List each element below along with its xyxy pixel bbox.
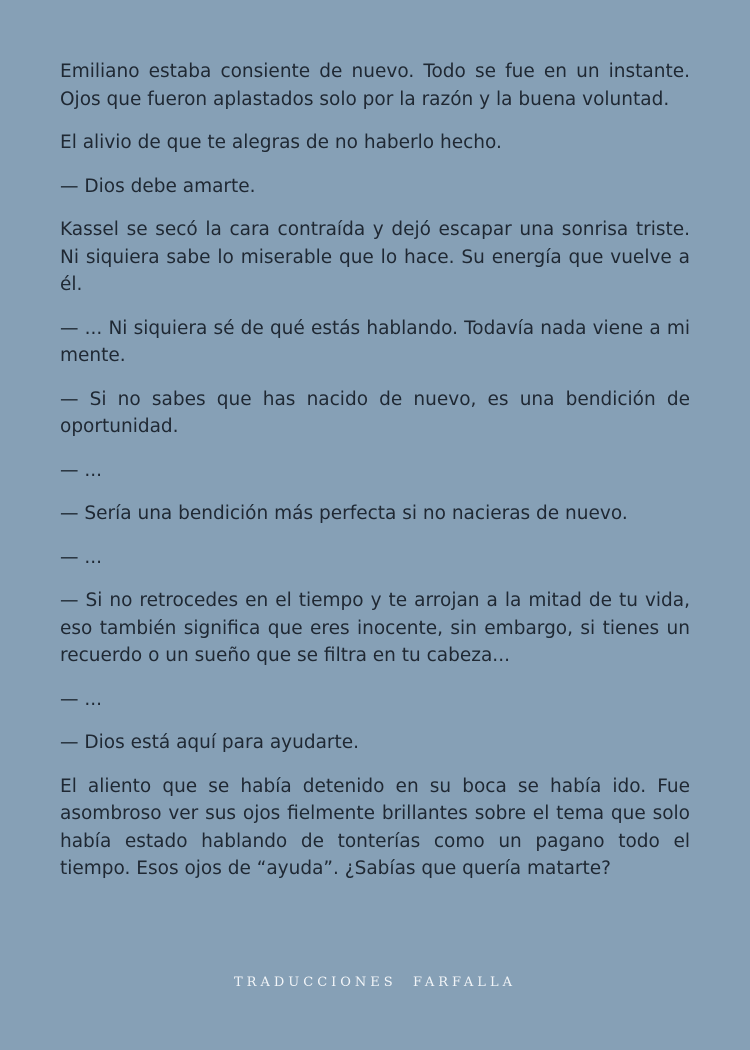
paragraph: El aliento que se había detenido en su boca se había ido. Fue asombroso ver sus ojos fielmente brillantes sobre el tema que solo había estado hablando de tonterías como un pagano todo el tiempo. Esos ojos de “ayuda”. ¿Sabías que quería matarte?: [60, 775, 690, 879]
paragraph: Emiliano estaba consiente de nuevo. Todo se fue en un instante. Ojos que fueron aplastados solo por la razón y la buena voluntad.: [60, 61, 690, 110]
footer-credit: TRADUCCIONES FARFALLA: [234, 975, 516, 990]
dialogue-line: — Sería una bendición más perfecta si no nacieras de nuevo.: [60, 503, 628, 524]
dialogue-line: — ...: [60, 688, 103, 710]
dialogue-line: — Dios debe amarte.: [60, 175, 256, 197]
dialogue-line: — ...: [60, 459, 103, 481]
paragraph: Kassel se secó la cara contraída y dejó escapar una sonrisa triste. Ni siquiera sabe lo miserable que lo hace. Su energía que vuelve a él.: [60, 219, 690, 295]
dialogue-line: — ...: [60, 546, 103, 568]
paragraph: El alivio de que te alegras de no haberlo hecho.: [60, 132, 502, 153]
dialogue-line: — ... Ni siquiera sé de qué estás hablando. Todavía nada viene a mi mente.: [60, 317, 690, 366]
dialogue-line: — Si no retrocedes en el tiempo y te arrojan a la mitad de tu vida, eso también significa que eres inocente, sin embargo, si tienes un recuerdo o un sueño que se filtra en tu cabeza...: [60, 590, 690, 666]
dialogue-line: — Dios está aquí para ayudarte.: [60, 732, 360, 753]
dialogue-line: — Si no sabes que has nacido de nuevo, es una bendición de oportunidad.: [60, 388, 690, 437]
document-body: [60, 58, 690, 899]
